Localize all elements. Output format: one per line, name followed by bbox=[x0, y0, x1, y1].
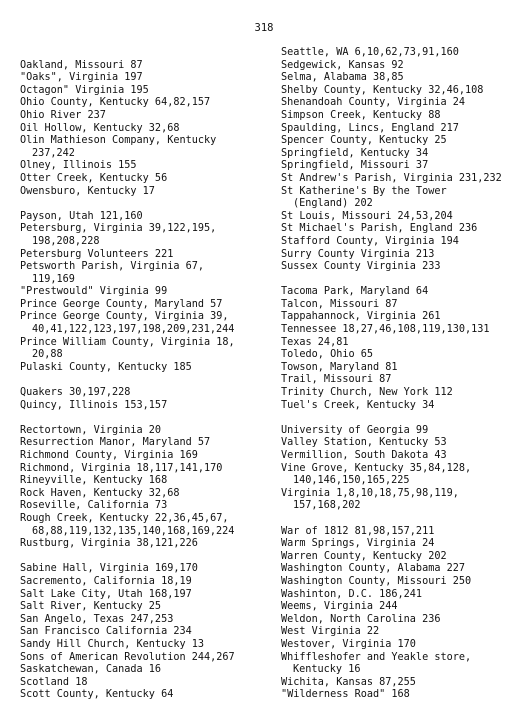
index-entry-continuation: 198,208,228 bbox=[32, 235, 100, 247]
index-entry bbox=[281, 236, 526, 249]
index-entry bbox=[20, 400, 272, 413]
index-letter-group bbox=[20, 425, 272, 551]
index-entry-text: Vine Grove, Kentucky 35,84,128, bbox=[281, 462, 472, 474]
index-entry-text: Ohio River 237 bbox=[20, 109, 106, 121]
index-entry bbox=[281, 362, 526, 375]
index-entry-text: Prince George County, Virginia 39, bbox=[20, 311, 229, 323]
index-entry bbox=[20, 639, 272, 652]
index-entry-text: Westover, Virginia 170 bbox=[281, 638, 416, 650]
index-entry-text: Seattle, WA 6,10,62,73,91,160 bbox=[281, 47, 459, 58]
index-entry-text: Springfield, Missouri 37 bbox=[281, 160, 429, 172]
index-entry bbox=[20, 286, 272, 299]
index-entry bbox=[20, 223, 272, 248]
index-entry-text: University of Georgia 99 bbox=[281, 424, 429, 436]
index-entry bbox=[281, 186, 526, 211]
index-entry-text: Pulaski County, Kentucky 185 bbox=[20, 361, 192, 373]
index-entry bbox=[20, 589, 272, 602]
index-entry bbox=[281, 123, 526, 136]
index-entry-text: Warm Springs, Virginia 24 bbox=[281, 538, 435, 550]
index-entry bbox=[281, 97, 526, 110]
index-entry bbox=[281, 652, 526, 677]
index-entry bbox=[20, 362, 272, 375]
index-entry-text: Trinity Church, New York 112 bbox=[281, 387, 453, 399]
index-entry-text: Salt River, Kentucky 25 bbox=[20, 601, 162, 613]
index-entry bbox=[281, 110, 526, 123]
index-entry-text: Oil Hollow, Kentucky 32,68 bbox=[20, 122, 180, 134]
index-entry bbox=[20, 563, 272, 576]
index-entry bbox=[281, 639, 526, 652]
index-entry bbox=[281, 576, 526, 589]
index-entry bbox=[281, 60, 526, 73]
index-entry-text: Washinton, D.C. 186,241 bbox=[281, 588, 423, 600]
index-entry-text: Sussex County Virginia 233 bbox=[281, 261, 441, 273]
index-entry-text: Warren County, Kentucky 202 bbox=[281, 550, 447, 562]
index-entry bbox=[20, 437, 272, 450]
index-entry-text: Weems, Virginia 244 bbox=[281, 601, 398, 613]
index-entry-text: Quakers 30,197,228 bbox=[20, 387, 131, 399]
index-entry bbox=[20, 475, 272, 488]
index-entry-text: Quincy, Illinois 153,157 bbox=[20, 399, 168, 411]
index-entry bbox=[281, 160, 526, 173]
index-entry bbox=[20, 538, 272, 551]
index-entry bbox=[281, 387, 526, 400]
index-entry-text: "Wilderness Road" 168 bbox=[281, 689, 410, 701]
index-entry bbox=[281, 249, 526, 262]
index-entry-text: Petsworth Parish, Virginia 67, bbox=[20, 261, 205, 273]
index-entry bbox=[20, 110, 272, 123]
index-entry bbox=[20, 450, 272, 463]
index-entry bbox=[281, 223, 526, 236]
index-letter-group bbox=[281, 47, 526, 274]
index-letter-group bbox=[20, 47, 272, 198]
index-entry bbox=[20, 387, 272, 400]
index-entry-text: Rustburg, Virginia 38,121,226 bbox=[20, 538, 198, 550]
index-entry-text: Rough Creek, Kentucky 22,36,45,67, bbox=[20, 512, 229, 524]
index-entry bbox=[281, 286, 526, 299]
index-entry bbox=[281, 437, 526, 450]
index-entry bbox=[281, 614, 526, 627]
index-entry-continuation: 157,168,202 bbox=[293, 500, 361, 512]
index-entry bbox=[281, 299, 526, 312]
index-entry-text: Trail, Missouri 87 bbox=[281, 374, 392, 386]
index-entry-text: Olney, Illinois 155 bbox=[20, 160, 137, 172]
index-entry bbox=[20, 249, 272, 262]
index-entry-text: Washington County, Alabama 227 bbox=[281, 563, 466, 575]
index-entry bbox=[20, 500, 272, 513]
index-entry-text: Otter Creek, Kentucky 56 bbox=[20, 172, 168, 184]
index-entry-text: Richmond County, Virginia 169 bbox=[20, 450, 198, 461]
index-entry bbox=[281, 72, 526, 85]
index-letter-group bbox=[20, 211, 272, 375]
index-entry-text: Wichita, Kansas 87,255 bbox=[281, 676, 416, 688]
index-entry bbox=[281, 526, 526, 539]
index-entry-text: St Michael's Parish, England 236 bbox=[281, 223, 478, 235]
index-entry-text: Tennessee 18,27,46,108,119,130,131 bbox=[281, 324, 490, 336]
index-entry-text: Salt Lake City, Utah 168,197 bbox=[20, 588, 192, 600]
index-entry bbox=[281, 488, 526, 513]
index-letter-group bbox=[281, 425, 526, 513]
index-letter-group bbox=[281, 286, 526, 412]
index-entry-text: Rectortown, Virginia 20 bbox=[20, 424, 162, 436]
index-entry bbox=[281, 211, 526, 224]
index-entry-text: Surry County Virginia 213 bbox=[281, 248, 435, 260]
index-entry bbox=[281, 261, 526, 274]
index-entry-text: Whiffleshofer and Yeakle store, bbox=[281, 651, 472, 663]
index-entry bbox=[281, 311, 526, 324]
index-entry bbox=[20, 601, 272, 614]
index-entry bbox=[20, 664, 272, 677]
index-entry bbox=[281, 47, 526, 60]
index-entry bbox=[20, 160, 272, 173]
index-entry-text: San Francisco California 234 bbox=[20, 626, 192, 638]
index-entry bbox=[20, 626, 272, 639]
index-entry-continuation: 119,169 bbox=[32, 273, 75, 285]
index-entry-text: Shenandoah County, Virginia 24 bbox=[281, 97, 466, 109]
index-entry-text: Roseville, California 73 bbox=[20, 500, 168, 512]
index-entry bbox=[281, 589, 526, 602]
index-entry-text: Valley Station, Kentucky 53 bbox=[281, 437, 447, 449]
index-entry bbox=[20, 614, 272, 627]
index-entry bbox=[20, 311, 272, 336]
index-entry-text: Sabine Hall, Virginia 169,170 bbox=[20, 563, 198, 575]
index-entry-text: Tacoma Park, Maryland 64 bbox=[281, 286, 429, 298]
index-column-left bbox=[20, 47, 272, 714]
index-entry-text: Shelby County, Kentucky 32,46,108 bbox=[281, 84, 484, 96]
index-entry-text: Spencer County, Kentucky 25 bbox=[281, 135, 447, 147]
index-entry bbox=[20, 652, 272, 665]
index-entry-text: San Angelo, Texas 247,253 bbox=[20, 613, 174, 625]
index-entry bbox=[20, 85, 272, 98]
index-entry-text: War of 1812 81,98,157,211 bbox=[281, 525, 435, 537]
index-entry bbox=[20, 72, 272, 85]
index-entry-text: Saskatchewan, Canada 16 bbox=[20, 664, 162, 676]
index-entry bbox=[281, 324, 526, 337]
index-entry-text: Sacremento, California 18,19 bbox=[20, 575, 192, 587]
index-entry bbox=[20, 211, 272, 224]
index-entry bbox=[20, 186, 272, 199]
index-entry-text: Sedgewick, Kansas 92 bbox=[281, 59, 404, 71]
index-entry-text: Springfield, Kentucky 34 bbox=[281, 147, 429, 159]
index-entry bbox=[281, 601, 526, 614]
index-entry-text: Resurrection Manor, Maryland 57 bbox=[20, 437, 211, 449]
index-entry-continuation: 20,88 bbox=[32, 349, 63, 361]
index-entry-text: St Katherine's By the Tower bbox=[281, 185, 447, 197]
index-entry-continuation: 237,242 bbox=[32, 147, 75, 159]
index-entry bbox=[281, 463, 526, 488]
index-letter-group bbox=[281, 526, 526, 702]
index-entry bbox=[20, 173, 272, 186]
index-entry bbox=[20, 97, 272, 110]
index-entry bbox=[20, 677, 272, 690]
index-entry bbox=[281, 425, 526, 438]
index-entry-text: Richmond, Virginia 18,117,141,170 bbox=[20, 462, 223, 474]
index-entry-continuation: Kentucky 16 bbox=[293, 664, 361, 676]
index-entry-text: "Prestwould" Virginia 99 bbox=[20, 286, 168, 298]
index-entry-text: Payson, Utah 121,160 bbox=[20, 210, 143, 222]
index-entry bbox=[281, 337, 526, 350]
index-entry bbox=[281, 400, 526, 413]
index-entry-text: Olin Mathieson Company, Kentucky bbox=[20, 135, 217, 147]
index-entry-text: Rineyville, Kentucky 168 bbox=[20, 475, 168, 487]
index-letter-group bbox=[20, 563, 272, 702]
index-entry bbox=[281, 450, 526, 463]
index-entry bbox=[281, 677, 526, 690]
index-entry-text: St Andrew's Parish, Virginia 231,232 bbox=[281, 172, 502, 184]
index-entry bbox=[20, 576, 272, 589]
index-entry-text: Petersburg, Virginia 39,122,195, bbox=[20, 223, 217, 235]
index-entry-text: West Virginia 22 bbox=[281, 626, 380, 638]
index-entry-text: Petersburg Volunteers 221 bbox=[20, 248, 174, 260]
index-entry-text: Tappahannock, Virginia 261 bbox=[281, 311, 441, 323]
index-entry-continuation: 40,41,122,123,197,198,209,231,244 bbox=[32, 324, 235, 336]
index-entry bbox=[20, 689, 272, 702]
index-entry bbox=[20, 488, 272, 501]
index-entry bbox=[20, 513, 272, 538]
index-entry-text: Octagon" Virginia 195 bbox=[20, 84, 149, 96]
index-entry bbox=[281, 374, 526, 387]
index-entry-text: Weldon, North Carolina 236 bbox=[281, 613, 441, 625]
index-entry-text: Prince William County, Virginia 18, bbox=[20, 336, 235, 348]
index-entry bbox=[281, 135, 526, 148]
index-column-right bbox=[281, 47, 526, 714]
index-entry bbox=[20, 299, 272, 312]
index-entry-text: Prince George County, Maryland 57 bbox=[20, 298, 223, 310]
index-entry bbox=[20, 425, 272, 438]
index-entry-text: Rock Haven, Kentucky 32,68 bbox=[20, 487, 180, 499]
index-entry-text: Washington County, Missouri 250 bbox=[281, 575, 472, 587]
index-entry-text: Talcon, Missouri 87 bbox=[281, 298, 398, 310]
index-entry-text: Texas 24,81 bbox=[281, 336, 349, 348]
index-entry-text: Ohio County, Kentucky 64,82,157 bbox=[20, 97, 211, 109]
index-entry-continuation: 68,88,119,132,135,140,168,169,224 bbox=[32, 525, 235, 537]
index-entry bbox=[20, 123, 272, 136]
index-entry-text: Tuel's Creek, Kentucky 34 bbox=[281, 399, 435, 411]
index-entry-continuation: 140,146,150,165,225 bbox=[293, 475, 410, 487]
index-entry-text: Sons of American Revolution 244,267 bbox=[20, 651, 235, 663]
index-entry bbox=[20, 337, 272, 362]
index-entry bbox=[20, 463, 272, 476]
index-entry-continuation: (England) 202 bbox=[293, 198, 373, 210]
index-entry-text: Toledo, Ohio 65 bbox=[281, 349, 374, 361]
index-entry-text: Simpson Creek, Kentucky 88 bbox=[281, 109, 441, 121]
index-entry-text: Sandy Hill Church, Kentucky 13 bbox=[20, 638, 205, 650]
index-entry-text: Spaulding, Lincs, England 217 bbox=[281, 122, 459, 134]
index-entry bbox=[20, 135, 272, 160]
page-number: 318 bbox=[254, 22, 274, 34]
index-entry bbox=[281, 349, 526, 362]
index-entry bbox=[281, 689, 526, 702]
index-entry-text: St Louis, Missouri 24,53,204 bbox=[281, 210, 453, 222]
index-entry-text: Oakland, Missouri 87 bbox=[20, 59, 143, 71]
index-entry bbox=[281, 551, 526, 564]
index-entry bbox=[281, 148, 526, 161]
index-entry-text: Towson, Maryland 81 bbox=[281, 361, 398, 373]
index-entry-text: "Oaks", Virginia 197 bbox=[20, 72, 143, 84]
index-entry-text: Scott County, Kentucky 64 bbox=[20, 689, 174, 701]
index-entry-text: Selma, Alabama 38,85 bbox=[281, 72, 404, 84]
index-entry bbox=[281, 626, 526, 639]
index-entry-text: Stafford County, Virginia 194 bbox=[281, 235, 459, 247]
index-entry-text: Owensburo, Kentucky 17 bbox=[20, 185, 155, 197]
index-entry bbox=[20, 261, 272, 286]
index-entry bbox=[281, 563, 526, 576]
index-entry bbox=[281, 538, 526, 551]
index-entry bbox=[281, 173, 526, 186]
index-entry bbox=[281, 85, 526, 98]
index-entry-text: Scotland 18 bbox=[20, 676, 88, 688]
index-entry-text: Virginia 1,8,10,18,75,98,119, bbox=[281, 487, 459, 499]
index-entry bbox=[20, 60, 272, 73]
index-entry-text: Vermillion, South Dakota 43 bbox=[281, 450, 447, 461]
index-letter-group bbox=[20, 387, 272, 412]
